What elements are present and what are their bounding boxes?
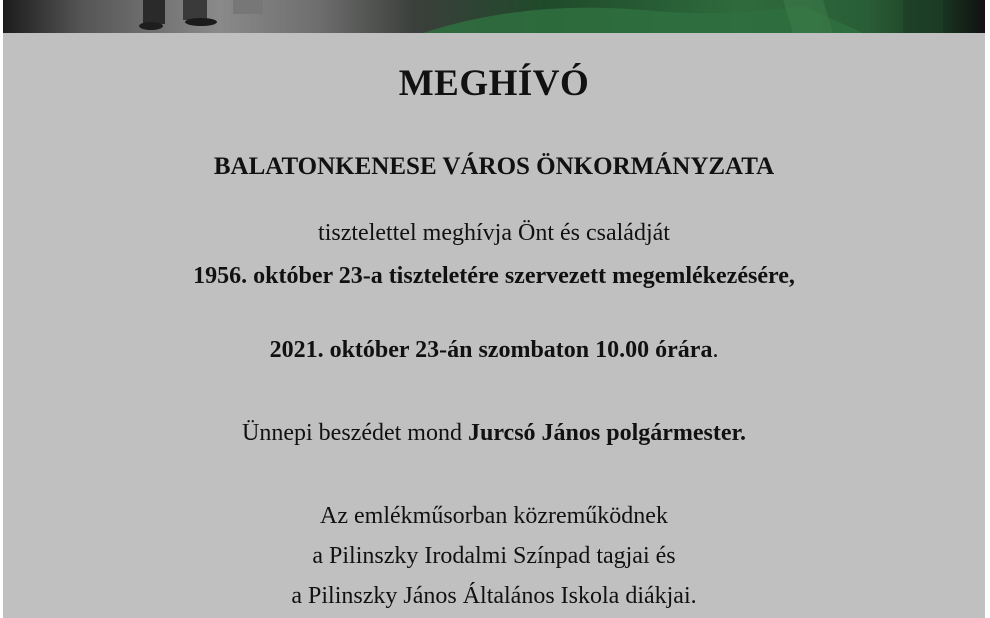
invitation-title: MEGHÍVÓ — [398, 63, 590, 104]
program-line-1: Az emlékműsorban közreműködnek — [320, 503, 668, 529]
event-date: 2021. október 23-án szombaton 10.00 órára — [269, 337, 713, 363]
speaker-name: Jurcsó János polgármester. — [467, 420, 746, 446]
speech-line — [3, 420, 985, 447]
invitation-card — [3, 0, 985, 618]
header-photo-image — [3, 0, 985, 33]
organizer-name: BALATONKENESE VÁROS ÖNKORMÁNYZATA — [213, 153, 775, 180]
date-line — [3, 337, 985, 364]
program-line-2: a Pilinszky Irodalmi Színpad tagjai és — [312, 543, 676, 569]
program-line-3: a Pilinszky János Általános Iskola diákjai. — [291, 583, 697, 609]
invite-line: tisztelettel meghívja Önt és családját — [318, 220, 670, 246]
occasion-line: 1956. október 23-a tiszteletére szervezett megemlékezésére, — [193, 263, 795, 289]
header-photo — [3, 0, 985, 33]
speech-prefix: Ünnepi beszédet mond — [242, 420, 468, 446]
date-suffix: . — [712, 337, 719, 363]
